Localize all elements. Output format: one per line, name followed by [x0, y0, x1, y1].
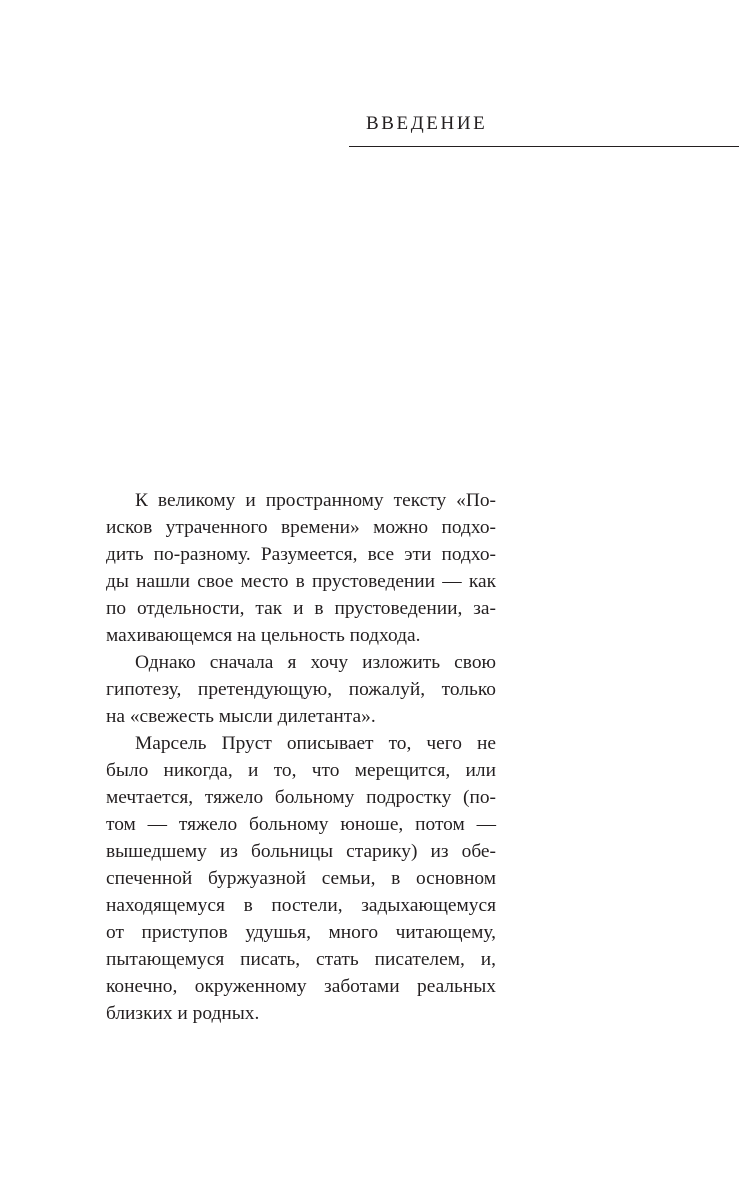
text-line: махивающемся на цельность подхода.	[106, 625, 421, 646]
text-line: мечтается, тяжело больному подростку (по-	[106, 787, 496, 808]
text-line: исков утраченного времени» можно подхо-	[106, 517, 496, 538]
text-line: вышедшему из больницы старику) из обе-	[106, 841, 496, 862]
paragraph-2	[77, 649, 496, 730]
text-line: близких и родных.	[106, 1003, 260, 1024]
text-line: конечно, окруженному заботами реальных	[106, 976, 496, 997]
title-rule	[349, 146, 739, 147]
chapter-title: ВВЕДЕНИЕ	[366, 113, 488, 134]
text-line: от приступов удушья, много читающему,	[106, 922, 496, 943]
text-line: Однако сначала я хочу изложить свою	[135, 652, 496, 673]
body-text	[77, 487, 496, 1027]
text-line: было никогда, и то, что мерещится, или	[106, 760, 496, 781]
text-line: дить по-разному. Разумеется, все эти подхо-	[106, 544, 496, 565]
text-line: гипотезу, претендующую, пожалуй, только	[106, 679, 496, 700]
text-line: спеченной буржуазной семьи, в основном	[106, 868, 496, 889]
text-line: К великому и пространному тексту «По-	[135, 490, 496, 511]
text-line: пытающемуся писать, стать писателем, и,	[106, 949, 496, 970]
text-line: том — тяжело больному юноше, потом —	[106, 814, 496, 835]
text-line: ды нашли свое место в прустоведении — как	[106, 571, 496, 592]
text-line: Марсель Пруст описывает то, чего не	[135, 733, 496, 754]
paragraph-1	[77, 487, 496, 649]
paragraph-3	[77, 730, 496, 1027]
text-line: находящемуся в постели, задыхающемуся	[106, 895, 496, 916]
text-line: на «свежесть мысли дилетанта».	[106, 706, 376, 727]
text-line: по отдельности, так и в прустоведении, за-	[106, 598, 496, 619]
